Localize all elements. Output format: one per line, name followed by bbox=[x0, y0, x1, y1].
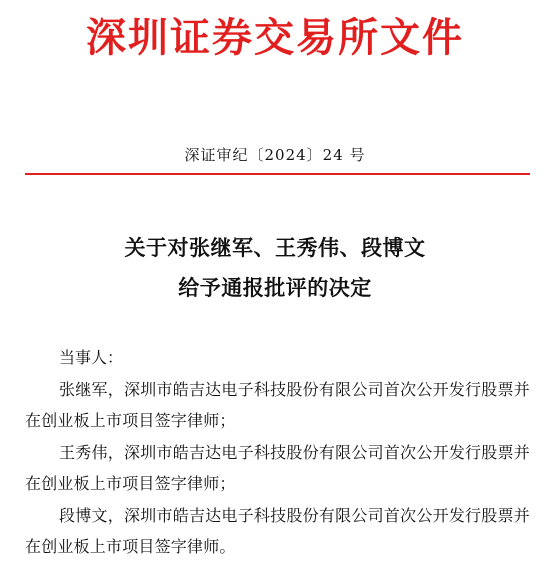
party-label: 当事人： bbox=[59, 348, 124, 367]
red-divider-line bbox=[25, 173, 530, 175]
decision-title bbox=[0, 228, 550, 308]
party-item-zhang-jijun: 张继军，深圳市皓吉达电子科技股份有限公司首次公开发行股票并在创业板上市项目签字律师； bbox=[25, 379, 530, 430]
party-item-wang-xiuwei: 王秀伟，深圳市皓吉达电子科技股份有限公司首次公开发行股票并在创业板上市项目签字律师； bbox=[25, 442, 530, 493]
decision-title-line-2: 给予通报批评的决定 bbox=[178, 275, 372, 300]
decision-title-line-1: 关于对张继军、王秀伟、段博文 bbox=[124, 235, 426, 260]
document-number: 深证审纪〔2024〕24 号 bbox=[184, 146, 366, 164]
issuer-header: 深圳证券交易所文件 bbox=[86, 14, 464, 61]
document-body bbox=[25, 342, 530, 563]
party-item-duan-bowen: 段博文，深圳市皓吉达电子科技股份有限公司首次公开发行股票并在创业板上市项目签字律师。 bbox=[25, 505, 530, 556]
